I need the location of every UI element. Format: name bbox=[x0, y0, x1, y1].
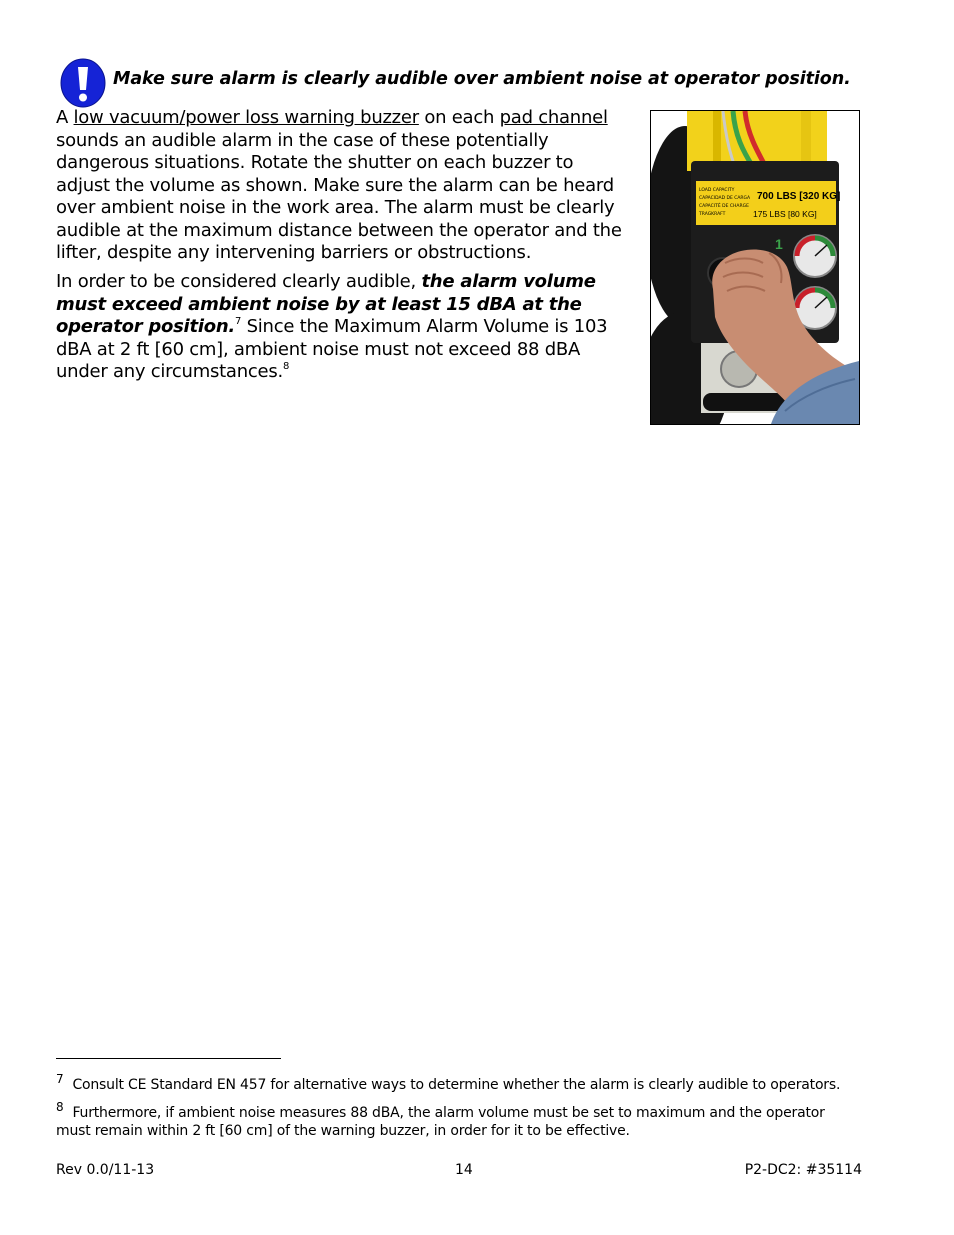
footnote-7 bbox=[56, 1072, 856, 1094]
paragraph-text: In order to be considered clearly audible, bbox=[56, 271, 422, 292]
footer-model: P2-DC2: #35114 bbox=[744, 1162, 862, 1178]
paragraph-text: sounds an audible alarm in the case of these potentially dangerous situations. Rotate the shutter on each buzzer to adjust the volume as shown. Make sure the alarm can be heard over ambient noise in the work area. The alarm must be clearly audible at the maximum distance between the operator and the lifter, despite any intervening barriers or obstructions. bbox=[56, 129, 622, 263]
label-row-3: CAPACITÉ DE CHARGE bbox=[699, 204, 749, 209]
audibility-paragraph bbox=[56, 271, 630, 384]
footnote-ref-8[interactable]: 8 bbox=[282, 361, 290, 372]
buzzer-photo bbox=[650, 110, 860, 425]
paragraph-text: on each bbox=[418, 107, 500, 128]
capacity-sub: 175 LBS [80 KG] bbox=[753, 209, 817, 219]
buzzer-description-paragraph bbox=[56, 107, 630, 265]
footnote-number: 8 bbox=[56, 1100, 64, 1114]
exclamation-icon bbox=[60, 58, 106, 108]
pad-channel-term: pad channel bbox=[499, 107, 608, 128]
footnote-divider bbox=[56, 1058, 281, 1059]
paragraph-text: A bbox=[56, 107, 74, 128]
paragraph-text: Since the Maximum Alarm Volume is 103 dBA at 2 ft [60 cm], ambient noise must not exceed 88 dBA under any circumstances. bbox=[56, 316, 608, 382]
safety-notice bbox=[60, 58, 900, 108]
footnote-text: Furthermore, if ambient noise measures 88 dBA, the alarm volume must be set to maximum and the operator must remain within 2 ft [60 cm] of the warning buzzer, in order for it to be effective. bbox=[56, 1105, 825, 1139]
footnote-ref-7[interactable]: 7 bbox=[235, 316, 242, 327]
emphasis-text: the alarm volume must exceed ambient noise by at least 15 dBA at the operator position. bbox=[56, 271, 596, 337]
page-number: 14 bbox=[455, 1162, 473, 1178]
footnote-8 bbox=[56, 1100, 856, 1140]
footnote-text: Consult CE Standard EN 457 for alternative ways to determine whether the alarm is clearly audible to operators. bbox=[72, 1077, 841, 1093]
label-row-4: TRAGKRAFT bbox=[699, 212, 726, 217]
notice-text: Make sure alarm is clearly audible over ambient noise at operator position. bbox=[113, 69, 851, 89]
footer-revision: Rev 0.0/11-13 bbox=[56, 1162, 155, 1178]
footnote-number: 7 bbox=[56, 1072, 64, 1086]
label-row-1: LOAD CAPACITY bbox=[699, 188, 735, 193]
capacity-main: 700 LBS [320 KG] bbox=[757, 191, 841, 202]
buzzer-term: low vacuum/power loss warning buzzer bbox=[73, 107, 419, 128]
channel-number: 1 bbox=[775, 236, 783, 252]
label-row-2: CAPACIDAD DE CARGA bbox=[699, 196, 751, 201]
